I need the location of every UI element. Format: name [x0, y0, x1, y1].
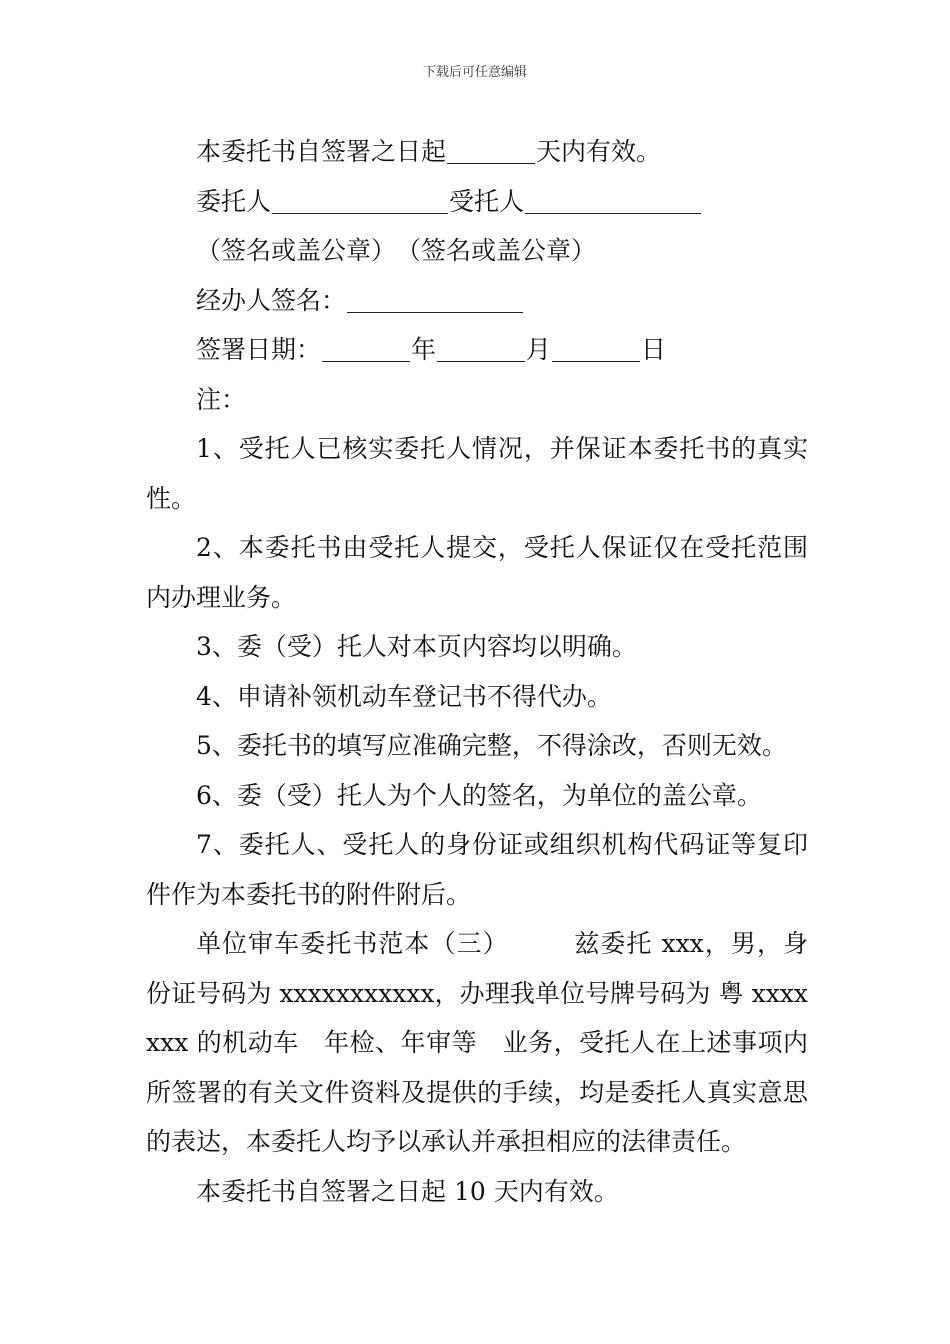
year-blank [322, 333, 410, 362]
sample3-paragraph: 单位审车委托书范本（三） 兹委托 xxx，男，身份证号码为 xxxxxxxxxxx，办理我单位号牌号码为 粤 xxxxxxx 的机动车 年检、年审等 业务，受托人在上述事项内所签署的有关文件资料及提供的手续，均是委托人真实意思的表达，本委托人均予以承认并承担相应的法律责任。 [146, 929, 808, 1156]
handler-signature-blank [347, 284, 523, 313]
date-label: 签署日期： [196, 335, 322, 364]
principal-label: 委托人 [196, 186, 272, 216]
principal-blank [272, 185, 448, 214]
signatories-line [146, 177, 808, 227]
note-item-5: 5、委托书的填写应准确完整，不得涂改，否则无效。 [196, 731, 787, 760]
agent-label: 受托人 [449, 186, 525, 216]
year-label: 年 [411, 335, 437, 364]
validity-line [146, 127, 808, 177]
agent-blank [525, 185, 701, 214]
seal-note-line: （签名或盖公章） （签名或盖公章） [196, 236, 597, 265]
note-item-1: 1、受托人已核实委托人情况，并保证本委托书的真实性。 [146, 434, 808, 513]
day-label: 日 [641, 335, 667, 364]
sample3-validity: 本委托书自签署之日起 10 天内有效。 [196, 1176, 619, 1206]
date-line [146, 325, 808, 375]
handler-line [146, 276, 808, 326]
note-item-3: 3、委（受）托人对本页内容均以明确。 [196, 632, 637, 661]
document-body [146, 127, 808, 1216]
day-blank [552, 333, 640, 362]
page-header: 下载后可任意编辑 [422, 65, 527, 80]
validity-days-blank [447, 135, 535, 164]
note-heading: 注： [196, 384, 247, 414]
validity-prefix: 本委托书自签署之日起 [196, 137, 447, 166]
month-blank [437, 333, 525, 362]
month-label: 月 [526, 335, 552, 364]
note-item-4: 4、申请补领机动车登记书不得代办。 [196, 681, 612, 711]
note-item-7: 7、委托人、受托人的身份证或组织机构代码证等复印件作为本委托书的附件附后。 [146, 830, 808, 909]
note-item-6: 6、委（受）托人为个人的签名，为单位的盖公章。 [196, 780, 762, 810]
note-item-2: 2、本委托书由受托人提交，受托人保证仅在受托范围内办理业务。 [146, 533, 808, 612]
validity-suffix: 天内有效。 [536, 137, 662, 166]
handler-label: 经办人签名： [196, 285, 347, 315]
